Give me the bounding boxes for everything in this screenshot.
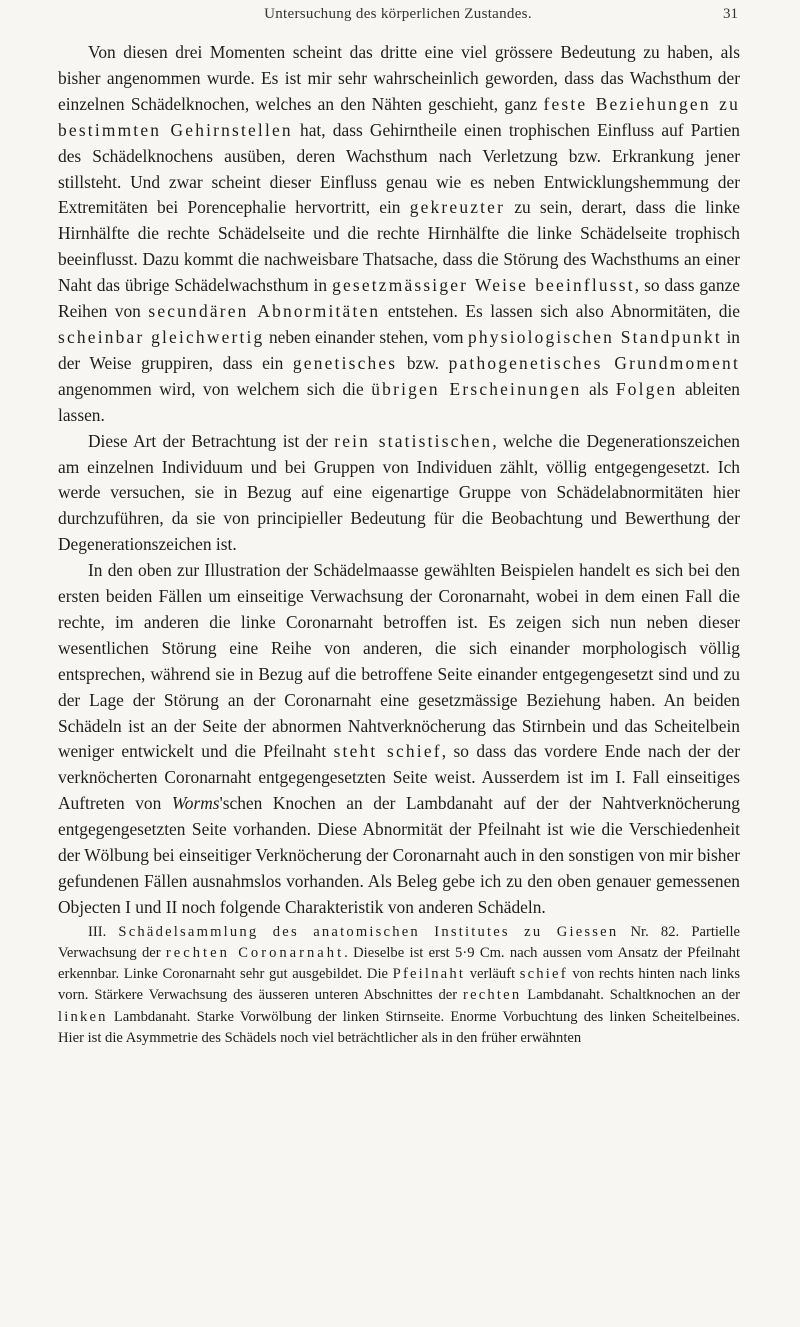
spaced-run: linken	[58, 1008, 108, 1025]
case-note	[58, 922, 740, 1049]
text-run: angenommen wird, von welchem sich die	[58, 378, 372, 399]
spaced-run: gekreuzter	[409, 197, 506, 218]
spaced-run: rein statistischen	[334, 430, 493, 451]
page-body	[58, 40, 740, 1049]
text-run: 'schen Knochen an der Lambdanaht auf der der Nahtverknöcherung entgegengesetzten Seite vorhanden. Diese Abnormität der Pfeilnaht ist wie die Verschiedenheit der Wölbung bei einseitiger Verknöcherung der Coronarnaht auch in den sonstigen von mir bisher gefundenen Fällen ausnahmslos vorhanden. Als Beleg gebe ich zu den oben genauer gemessenen Objecten I und II noch folgende Charakteristik von anderen Schädeln.	[58, 793, 740, 917]
paragraph	[58, 429, 740, 559]
spaced-run: steht schief	[333, 741, 442, 762]
text-run: , welche die Degenerationszeichen am einzelnen Individuum und bei Gruppen von Individuen zählt, völlig entgegengesetzt. Ich werde versuchen, sie in Bezug auf eine eigenartige Gruppe von Schädelabnormitäten hier durchzuführen, da sie von principieller Bedeutung für die Beobachtung und Bewerthung der Degenerationszeichen ist.	[58, 430, 740, 555]
text-run: hat, dass Gehirntheile einen trophischen Einfluss auf Partien des Schädelknochens ausüben, deren Wachsthum nach Verletzung bzw. Erkrankung jener stillsteht. Und zwar scheint dieser Einfluss genau wie es neben Entwicklungshemmung der Extremitäten bei Porencephalie hervortritt, ein	[58, 119, 741, 218]
text-run: von rechts hinten nach links vorn. Stärkere Verwachsung des äusseren unteren Abschnittes der	[58, 966, 740, 1004]
text-run: . Dieselbe ist erst 5·9 Cm. nach aussen vom Ansatz der Pfeilnaht erkennbar. Linke Coronarnaht sehr gut ausgebildet. Die	[58, 945, 740, 983]
text-run: in der Weise gruppiren, dass ein	[58, 326, 740, 373]
text-run: neben einander stehen, vom	[264, 326, 469, 347]
spaced-run: rechten	[463, 987, 522, 1004]
text-run: zu sein, derart, dass die linke Hirnhälfte die rechte Schädelseite und die rechte Hirnhälfte die linke Schädelseite trophisch beeinflusst. Dazu kommt die nachweisbare Thatsache, dass die Störung des Wachsthums an einer Naht das übrige Schädelwachsthum in	[58, 197, 740, 296]
spaced-run: genetisches	[292, 352, 398, 373]
spaced-run: Pfeilnaht	[392, 966, 466, 983]
text-run: III.	[88, 923, 119, 940]
running-head	[58, 6, 738, 28]
text-run: entstehen. Es lassen sich also Abnormitäten, die	[380, 301, 740, 322]
spaced-run: secundären Abnormitäten	[148, 301, 381, 322]
spaced-run: pathogenetisches Grundmoment	[448, 352, 740, 373]
text-run: ableiten lassen.	[58, 378, 741, 425]
text-run: , so dass ganze Reihen von	[58, 275, 740, 322]
spaced-run: Schädelsammlung des anatomischen Institutes zu Giessen	[118, 923, 619, 940]
text-run: Nr. 82. Partielle Verwachsung der	[58, 923, 740, 962]
page-number: 31	[723, 6, 738, 22]
paragraph	[58, 558, 740, 921]
paragraph	[58, 40, 740, 429]
text-run: als	[581, 378, 616, 399]
text-run: Diese Art der Betrachtung ist der	[88, 430, 335, 451]
spaced-run: gesetzmässiger Weise beeinflusst	[332, 275, 635, 296]
italic-run: Worms	[171, 793, 220, 814]
spaced-run: rechten Coronarnaht	[165, 945, 345, 962]
text-run: Lambdanaht. Starke Vorwölbung der linken Stirnseite. Enorme Vorbuchtung des linken Scheitelbeines. Hier ist die Asymmetrie des Schädels noch viel beträchtlicher als in den früher erwähnten	[58, 1008, 740, 1046]
spaced-run: Folgen	[615, 378, 678, 399]
spaced-run: übrigen Erscheinungen	[371, 378, 582, 399]
text-run: In den oben zur Illustration der Schädelmaasse gewählten Beispielen handelt es sich bei den ersten beiden Fällen um einseitige Verwachsung der Coronarnaht, wobei in dem einen Fall die rechte, im anderen die linke Coronarnaht betroffen ist. Es zeigen sich nun neben dieser wesentlichen Störung eine Reihe von anderen, die sich einander morphologisch völlig entsprechen, während sie in Bezug auf die betroffene Seite einander entgegengesetzt sind und zu der Lage der Störung an der Coronarnaht eine gesetzmässige Beziehung haben. An beiden Schädeln ist an der Seite der abnormen Nahtverknöcherung das Stirnbein und das Scheitelbein weniger entwickelt und die Pfeilnaht	[58, 560, 740, 762]
text-run: Von diesen drei Momenten scheint das dritte eine viel grössere Bedeutung zu haben, als bisher angenommen wurde. Es ist mir sehr wahrscheinlich geworden, dass das Wachsthum der einzelnen Schädelknochen, welches an den Nähten geschieht, ganz	[58, 42, 740, 114]
text-run: , so dass das vordere Ende nach der der verknöcherten Coronarnaht entgegengesetzten Seite weist. Ausserdem ist im I. Fall einseitiges Auftreten von	[58, 741, 740, 814]
spaced-run: schief	[519, 966, 568, 983]
spaced-run: scheinbar gleichwertig	[58, 326, 265, 347]
text-run: verläuft	[465, 966, 520, 983]
text-run: Lambdanaht. Schaltknochen an der	[521, 987, 740, 1004]
text-run: bzw.	[397, 352, 449, 373]
running-head-title: Untersuchung des körperlichen Zustandes.	[264, 6, 532, 22]
spaced-run: feste Beziehungen zu bestimmten Gehirnstellen	[58, 93, 740, 140]
spaced-run: physiologischen Standpunkt	[468, 326, 722, 347]
